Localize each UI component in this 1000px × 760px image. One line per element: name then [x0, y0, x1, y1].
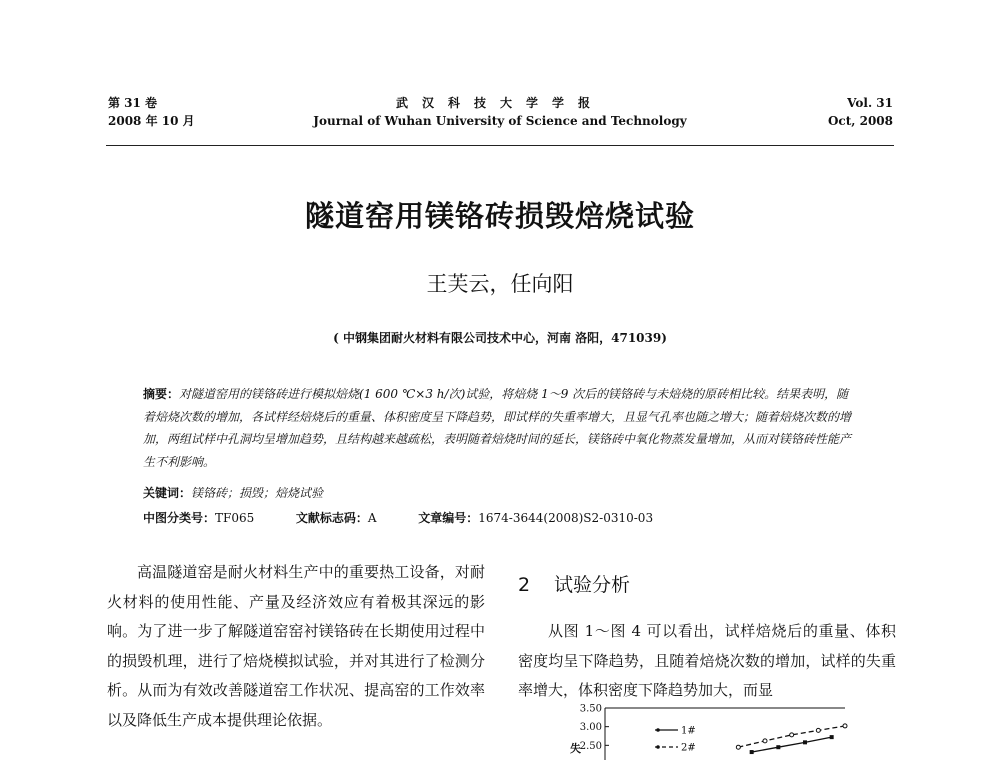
y-tick-label: 3.00 [579, 722, 602, 734]
data-point [750, 750, 754, 754]
issue-date-en: Oct, 2008 [827, 114, 893, 128]
data-point [803, 740, 807, 744]
article-no-value: 1674-3644(2008)S2-0310-03 [478, 511, 654, 525]
classification-line [143, 509, 653, 526]
volume-label-en: Vol. 31 [847, 96, 893, 110]
abstract [143, 383, 859, 473]
data-point [790, 733, 794, 737]
keywords-text: 镁铬砖；损毁；焙烧试验 [191, 486, 324, 500]
clc-label: 中图分类号： [143, 511, 216, 525]
paper-title: 隧道窑用镁铬砖损毁焙烧试验 [304, 199, 695, 233]
doc-code-label: 文献标志码： [295, 511, 368, 525]
data-point [816, 728, 820, 732]
section-title: 试验分析 [554, 574, 631, 596]
issue-date: 2008 年 10 月 [108, 114, 195, 128]
volume-label: 第 31 卷 [108, 96, 158, 110]
article-no-label: 文章编号： [418, 511, 479, 525]
keywords [143, 484, 323, 501]
y-tick-label: 3.50 [579, 703, 602, 715]
legend-label: 2# [681, 742, 696, 754]
y-axis-label: 失 [570, 742, 581, 755]
header-divider [106, 145, 894, 146]
abstract-text: 对隧道窑用的镁铬砖进行模拟焙烧(1 600 ℃×3 h/次)试验，将焙烧 1～9 次后的镁铬砖与未焙烧的原砖相比较。结果表明，随着焙烧次数的增加，各试样经焙烧后的重量、体积密度呈下降趋势，即试样的失重率增大，且显气孔率也随之增大；随着焙烧次数的增加，两组试样中孔洞均呈增加趋势，且结构越来越疏松，表明随着焙烧时间的延长，镁铬砖中氧化物蒸发量增加，从而对镁铬砖性能产生不利影响。 [143, 387, 852, 469]
legend-label: 1# [681, 725, 696, 737]
journal-title-cn: 武汉科技大学学报 [395, 96, 604, 110]
legend-marker [656, 745, 660, 749]
keywords-label: 关键词： [143, 486, 192, 500]
y-tick-label: 2.50 [579, 740, 602, 752]
doc-code-value: A [367, 511, 377, 525]
journal-title-en: Journal of Wuhan University of Science and Technology [313, 114, 687, 128]
abstract-label: 摘要： [143, 387, 180, 401]
paper-authors: 王芙云，任向阳 [426, 272, 574, 296]
data-point [843, 724, 847, 728]
weight-loss-chart [540, 700, 870, 760]
data-point [736, 745, 740, 749]
data-point [830, 735, 834, 739]
header-left [108, 94, 195, 130]
clc-value: TF065 [215, 511, 255, 525]
legend-marker [656, 728, 660, 732]
header-center [250, 94, 750, 130]
section-heading [518, 570, 630, 597]
section-paragraph: 从图 1～图 4 可以看出，试样焙烧后的重量、体积密度均呈下降趋势，且随着焙烧次数的增加，试样的失重率增大，体积密度下降趋势加大，而显 [518, 622, 896, 699]
header-right [828, 94, 893, 130]
data-point [776, 745, 780, 749]
intro-paragraph: 高温隧道窑是耐火材料生产中的重要热工设备，对耐火材料的使用性能、产量及经济效应有着极其深远的影响。为了进一步了解隧道窑窑衬镁铬砖在长期使用过程中的损毁机理，进行了焙烧模拟试验，并对其进行了检测分析。从而为有效改善隧道窑工作状况、提高窑的工作效率以及降低生产成本提供理论依据。 [107, 563, 485, 729]
section-number: 2 [518, 574, 531, 596]
author-affiliation: ( 中钢集团耐火材料有限公司技术中心，河南 洛阳，471039) [333, 331, 667, 345]
data-point [763, 739, 767, 743]
